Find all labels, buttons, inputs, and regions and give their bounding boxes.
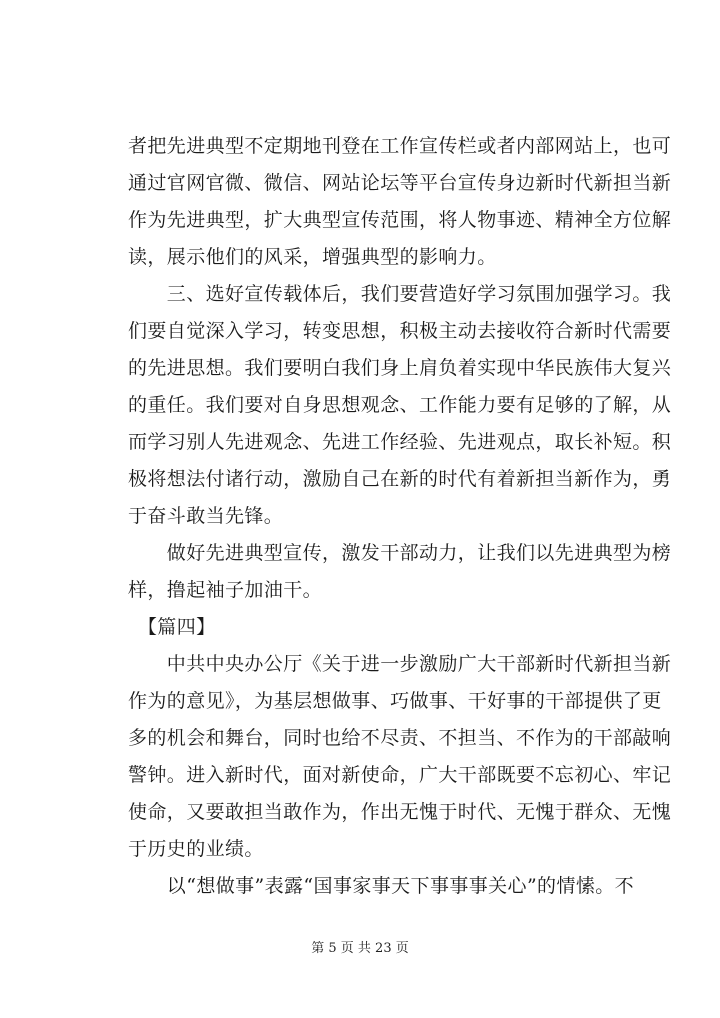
paragraph-start: 以“想做事”表露“国事家事天下事事事关心”的情愫。不 (128, 875, 635, 897)
text-line: 作为先进典型，扩大典型宣传范围，将人物事迹、精神全方位解 (128, 209, 672, 231)
paragraph-start: 中共中央办公厅《关于进一步激励广大干部新时代新担当新 (128, 653, 672, 675)
page-number-footer: 第 5 页 共 23 页 (311, 941, 409, 956)
text-line: 于奋斗敢当先锋。 (128, 505, 284, 527)
text-line: 通过官网官微、微信、网站论坛等平台宣传身边新时代新担当新 (128, 172, 672, 194)
text-line: 的先进思想。我们要明白我们身上肩负着实现中华民族伟大复兴 (128, 357, 672, 379)
text-line: 警钟。进入新时代，面对新使命，广大干部既要不忘初心、牢记 (128, 764, 672, 786)
text-line: 读，展示他们的风采，增强典型的影响力。 (128, 246, 497, 268)
text-line: 于历史的业绩。 (128, 838, 264, 860)
text-line: 而学习别人先进观念、先进工作经验、先进观点，取长补短。积 (128, 431, 672, 453)
text-line: 者把先进典型不定期地刊登在工作宣传栏或者内部网站上，也可 (128, 135, 672, 157)
document-body (128, 128, 672, 905)
paragraph-three-start: 三、选好宣传载体后，我们要营造好学习氛围加强学习。我 (128, 283, 672, 305)
text-line: 作为的意见》，为基层想做事、巧做事、干好事的干部提供了更 (128, 690, 662, 712)
text-line: 使命，又要敢担当敢作为，作出无愧于时代、无愧于群众、无愧 (128, 801, 672, 823)
section-heading: 【篇四】 (128, 616, 216, 638)
text-line: 多的机会和舞台，同时也给不尽责、不担当、不作为的干部敲响 (128, 727, 672, 749)
paragraph-start: 做好先进典型宣传，激发干部动力，让我们以先进典型为榜 (128, 542, 672, 564)
text-line: 的重任。我们要对自身思想观念、工作能力要有足够的了解，从 (128, 394, 672, 416)
text-line: 们要自觉深入学习，转变思想，积极主动去接收符合新时代需要 (128, 320, 672, 342)
text-line: 极将想法付诸行动，激励自己在新的时代有着新担当新作为，勇 (128, 468, 672, 490)
text-line: 样，撸起袖子加油干。 (128, 579, 323, 601)
